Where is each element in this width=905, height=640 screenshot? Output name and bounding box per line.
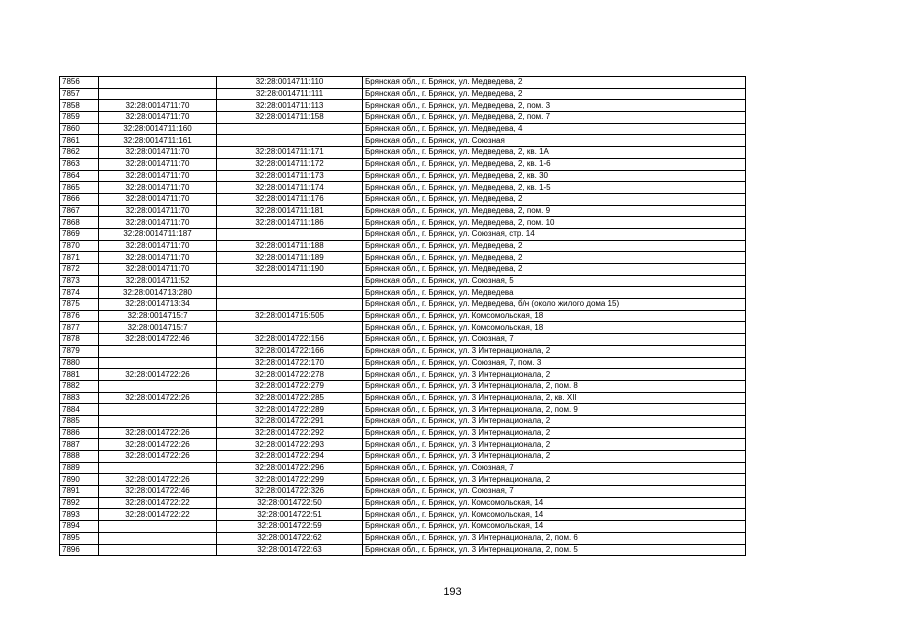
parent-cadastral-number-cell: 32:28:0014711:70 bbox=[99, 193, 217, 205]
parent-cadastral-number-cell: 32:28:0014715:7 bbox=[99, 310, 217, 322]
cadastral-number-cell: 32:28:0014722:293 bbox=[217, 439, 363, 451]
parent-cadastral-number-cell: 32:28:0014711:70 bbox=[99, 158, 217, 170]
parent-cadastral-number-cell: 32:28:0014711:187 bbox=[99, 228, 217, 240]
address-cell: Брянская обл., г. Брянск, ул. 3 Интернационала, 2 bbox=[363, 369, 746, 381]
row-number-cell: 7882 bbox=[60, 380, 99, 392]
address-cell: Брянская обл., г. Брянск, ул. Медведева, 2 bbox=[363, 88, 746, 100]
row-number-cell: 7890 bbox=[60, 474, 99, 486]
row-number-cell: 7885 bbox=[60, 415, 99, 427]
parent-cadastral-number-cell: 32:28:0014722:46 bbox=[99, 334, 217, 346]
address-cell: Брянская обл., г. Брянск, ул. Медведева, 2, кв. 30 bbox=[363, 170, 746, 182]
table-row bbox=[60, 193, 746, 205]
address-cell: Брянская обл., г. Брянск, ул. 3 Интернационала, 2 bbox=[363, 474, 746, 486]
address-cell: Брянская обл., г. Брянск, ул. Медведева, 2, кв. 1-5 bbox=[363, 182, 746, 194]
cadastral-number-cell: 32:28:0014711:181 bbox=[217, 205, 363, 217]
address-cell: Брянская обл., г. Брянск, ул. 3 Интернационала, 2 bbox=[363, 451, 746, 463]
parent-cadastral-number-cell: 32:28:0014715:7 bbox=[99, 322, 217, 334]
table-row bbox=[60, 228, 746, 240]
row-number-cell: 7891 bbox=[60, 486, 99, 498]
row-number-cell: 7893 bbox=[60, 509, 99, 521]
cadastral-number-cell: 32:28:0014722:289 bbox=[217, 404, 363, 416]
row-number-cell: 7873 bbox=[60, 275, 99, 287]
parent-cadastral-number-cell: 32:28:0014722:26 bbox=[99, 392, 217, 404]
cadastral-number-cell: 32:28:0014711:110 bbox=[217, 77, 363, 89]
cadastral-register-table bbox=[59, 76, 746, 556]
address-cell: Брянская обл., г. Брянск, ул. Медведева, 2 bbox=[363, 264, 746, 276]
address-cell: Брянская обл., г. Брянск, ул. Комсомольская, 14 bbox=[363, 509, 746, 521]
cadastral-number-cell: 32:28:0014711:111 bbox=[217, 88, 363, 100]
table-row bbox=[60, 404, 746, 416]
parent-cadastral-number-cell bbox=[99, 532, 217, 544]
row-number-cell: 7876 bbox=[60, 310, 99, 322]
parent-cadastral-number-cell: 32:28:0014711:70 bbox=[99, 252, 217, 264]
cadastral-number-cell bbox=[217, 322, 363, 334]
table-row bbox=[60, 334, 746, 346]
table-row bbox=[60, 205, 746, 217]
row-number-cell: 7868 bbox=[60, 217, 99, 229]
row-number-cell: 7867 bbox=[60, 205, 99, 217]
address-cell: Брянская обл., г. Брянск, ул. Медведева, 2, пом. 7 bbox=[363, 112, 746, 124]
cadastral-number-cell: 32:28:0014722:299 bbox=[217, 474, 363, 486]
row-number-cell: 7861 bbox=[60, 135, 99, 147]
row-number-cell: 7877 bbox=[60, 322, 99, 334]
table-row bbox=[60, 158, 746, 170]
row-number-cell: 7895 bbox=[60, 532, 99, 544]
cadastral-number-cell: 32:28:0014722:292 bbox=[217, 427, 363, 439]
address-cell: Брянская обл., г. Брянск, ул. Союзная, стр. 14 bbox=[363, 228, 746, 240]
table-row bbox=[60, 170, 746, 182]
row-number-cell: 7887 bbox=[60, 439, 99, 451]
cadastral-number-cell bbox=[217, 228, 363, 240]
parent-cadastral-number-cell: 32:28:0014711:70 bbox=[99, 217, 217, 229]
table-row bbox=[60, 345, 746, 357]
address-cell: Брянская обл., г. Брянск, ул. Медведева bbox=[363, 287, 746, 299]
table-row bbox=[60, 88, 746, 100]
parent-cadastral-number-cell: 32:28:0014711:160 bbox=[99, 123, 217, 135]
table-row bbox=[60, 310, 746, 322]
address-cell: Брянская обл., г. Брянск, ул. Медведева, 4 bbox=[363, 123, 746, 135]
parent-cadastral-number-cell bbox=[99, 357, 217, 369]
cadastral-number-cell: 32:28:0014722:291 bbox=[217, 415, 363, 427]
row-number-cell: 7856 bbox=[60, 77, 99, 89]
table-row bbox=[60, 439, 746, 451]
row-number-cell: 7866 bbox=[60, 193, 99, 205]
parent-cadastral-number-cell bbox=[99, 544, 217, 556]
row-number-cell: 7860 bbox=[60, 123, 99, 135]
address-cell: Брянская обл., г. Брянск, ул. 3 Интернационала, 2 bbox=[363, 345, 746, 357]
row-number-cell: 7883 bbox=[60, 392, 99, 404]
address-cell: Брянская обл., г. Брянск, ул. Медведева, 2 bbox=[363, 193, 746, 205]
address-cell: Брянская обл., г. Брянск, ул. 3 Интернационала, 2, пом. 9 bbox=[363, 404, 746, 416]
parent-cadastral-number-cell: 32:28:0014722:26 bbox=[99, 474, 217, 486]
row-number-cell: 7886 bbox=[60, 427, 99, 439]
cadastral-number-cell: 32:28:0014722:326 bbox=[217, 486, 363, 498]
parent-cadastral-number-cell: 32:28:0014722:46 bbox=[99, 486, 217, 498]
address-cell: Брянская обл., г. Брянск, ул. Медведева, 2 bbox=[363, 252, 746, 264]
row-number-cell: 7863 bbox=[60, 158, 99, 170]
row-number-cell: 7884 bbox=[60, 404, 99, 416]
address-cell: Брянская обл., г. Брянск, ул. Медведева, 2, пом. 9 bbox=[363, 205, 746, 217]
cadastral-number-cell bbox=[217, 275, 363, 287]
table-row bbox=[60, 509, 746, 521]
row-number-cell: 7869 bbox=[60, 228, 99, 240]
address-cell: Брянская обл., г. Брянск, ул. Союзная bbox=[363, 135, 746, 147]
parent-cadastral-number-cell: 32:28:0014711:70 bbox=[99, 182, 217, 194]
cadastral-number-cell bbox=[217, 135, 363, 147]
row-number-cell: 7878 bbox=[60, 334, 99, 346]
address-cell: Брянская обл., г. Брянск, ул. Медведева, 2, кв. 1-6 bbox=[363, 158, 746, 170]
table-row bbox=[60, 123, 746, 135]
cadastral-number-cell: 32:28:0014711:173 bbox=[217, 170, 363, 182]
row-number-cell: 7880 bbox=[60, 357, 99, 369]
cadastral-number-cell: 32:28:0014722:285 bbox=[217, 392, 363, 404]
cadastral-number-cell: 32:28:0014722:156 bbox=[217, 334, 363, 346]
row-number-cell: 7881 bbox=[60, 369, 99, 381]
table-row bbox=[60, 147, 746, 159]
table-row bbox=[60, 287, 746, 299]
address-cell: Брянская обл., г. Брянск, ул. 3 Интернационала, 2, пом. 8 bbox=[363, 380, 746, 392]
address-cell: Брянская обл., г. Брянск, ул. 3 Интернационала, 2, кв. XII bbox=[363, 392, 746, 404]
table-row bbox=[60, 264, 746, 276]
table-row bbox=[60, 486, 746, 498]
parent-cadastral-number-cell: 32:28:0014722:26 bbox=[99, 451, 217, 463]
parent-cadastral-number-cell: 32:28:0014711:70 bbox=[99, 264, 217, 276]
parent-cadastral-number-cell bbox=[99, 77, 217, 89]
row-number-cell: 7865 bbox=[60, 182, 99, 194]
parent-cadastral-number-cell: 32:28:0014722:26 bbox=[99, 369, 217, 381]
table-row bbox=[60, 380, 746, 392]
table-row bbox=[60, 112, 746, 124]
table-row bbox=[60, 369, 746, 381]
page-number: 193 bbox=[443, 586, 462, 598]
cadastral-number-cell: 32:28:0014722:63 bbox=[217, 544, 363, 556]
cadastral-number-cell: 32:28:0014722:50 bbox=[217, 497, 363, 509]
cadastral-number-cell: 32:28:0014722:51 bbox=[217, 509, 363, 521]
parent-cadastral-number-cell: 32:28:0014711:70 bbox=[99, 147, 217, 159]
address-cell: Брянская обл., г. Брянск, ул. Союзная, 7, пом. 3 bbox=[363, 357, 746, 369]
cadastral-number-cell: 32:28:0014711:158 bbox=[217, 112, 363, 124]
row-number-cell: 7879 bbox=[60, 345, 99, 357]
parent-cadastral-number-cell bbox=[99, 88, 217, 100]
cadastral-number-cell: 32:28:0014711:171 bbox=[217, 147, 363, 159]
address-cell: Брянская обл., г. Брянск, ул. 3 Интернационала, 2, пом. 5 bbox=[363, 544, 746, 556]
parent-cadastral-number-cell bbox=[99, 415, 217, 427]
row-number-cell: 7894 bbox=[60, 521, 99, 533]
address-cell: Брянская обл., г. Брянск, ул. Союзная, 5 bbox=[363, 275, 746, 287]
cadastral-number-cell: 32:28:0014722:294 bbox=[217, 451, 363, 463]
address-cell: Брянская обл., г. Брянск, ул. 3 Интернационала, 2 bbox=[363, 439, 746, 451]
address-cell: Брянская обл., г. Брянск, ул. 3 Интернационала, 2 bbox=[363, 427, 746, 439]
parent-cadastral-number-cell: 32:28:0014722:26 bbox=[99, 427, 217, 439]
cadastral-number-cell bbox=[217, 299, 363, 311]
parent-cadastral-number-cell bbox=[99, 462, 217, 474]
parent-cadastral-number-cell: 32:28:0014711:70 bbox=[99, 170, 217, 182]
cadastral-number-cell: 32:28:0014722:62 bbox=[217, 532, 363, 544]
cadastral-number-cell: 32:28:0014711:176 bbox=[217, 193, 363, 205]
row-number-cell: 7875 bbox=[60, 299, 99, 311]
parent-cadastral-number-cell: 32:28:0014711:70 bbox=[99, 240, 217, 252]
table-row bbox=[60, 135, 746, 147]
parent-cadastral-number-cell: 32:28:0014711:70 bbox=[99, 112, 217, 124]
table-row bbox=[60, 77, 746, 89]
parent-cadastral-number-cell bbox=[99, 345, 217, 357]
address-cell: Брянская обл., г. Брянск, ул. 3 Интернационала, 2 bbox=[363, 415, 746, 427]
row-number-cell: 7864 bbox=[60, 170, 99, 182]
parent-cadastral-number-cell: 32:28:0014722:26 bbox=[99, 439, 217, 451]
table-row bbox=[60, 415, 746, 427]
table-row bbox=[60, 182, 746, 194]
table-row bbox=[60, 357, 746, 369]
cadastral-number-cell bbox=[217, 287, 363, 299]
cadastral-number-cell: 32:28:0014722:279 bbox=[217, 380, 363, 392]
parent-cadastral-number-cell: 32:28:0014711:52 bbox=[99, 275, 217, 287]
row-number-cell: 7874 bbox=[60, 287, 99, 299]
address-cell: Брянская обл., г. Брянск, ул. Союзная, 7 bbox=[363, 334, 746, 346]
table-row bbox=[60, 392, 746, 404]
register-table-body bbox=[60, 77, 746, 556]
table-row bbox=[60, 521, 746, 533]
cadastral-number-cell: 32:28:0014722:170 bbox=[217, 357, 363, 369]
cadastral-number-cell: 32:28:0014711:113 bbox=[217, 100, 363, 112]
address-cell: Брянская обл., г. Брянск, ул. Медведева, 2, кв. 1А bbox=[363, 147, 746, 159]
table-row bbox=[60, 299, 746, 311]
table-row bbox=[60, 474, 746, 486]
parent-cadastral-number-cell bbox=[99, 380, 217, 392]
address-cell: Брянская обл., г. Брянск, ул. 3 Интернационала, 2, пом. 6 bbox=[363, 532, 746, 544]
parent-cadastral-number-cell: 32:28:0014722:22 bbox=[99, 497, 217, 509]
row-number-cell: 7871 bbox=[60, 252, 99, 264]
parent-cadastral-number-cell: 32:28:0014711:70 bbox=[99, 205, 217, 217]
address-cell: Брянская обл., г. Брянск, ул. Комсомольская, 14 bbox=[363, 497, 746, 509]
table-row bbox=[60, 532, 746, 544]
cadastral-number-cell: 32:28:0014711:174 bbox=[217, 182, 363, 194]
address-cell: Брянская обл., г. Брянск, ул. Медведева, б/н (около жилого дома 15) bbox=[363, 299, 746, 311]
cadastral-number-cell: 32:28:0014711:188 bbox=[217, 240, 363, 252]
table-row bbox=[60, 217, 746, 229]
row-number-cell: 7858 bbox=[60, 100, 99, 112]
table-row bbox=[60, 427, 746, 439]
parent-cadastral-number-cell: 32:28:0014711:70 bbox=[99, 100, 217, 112]
row-number-cell: 7857 bbox=[60, 88, 99, 100]
row-number-cell: 7889 bbox=[60, 462, 99, 474]
row-number-cell: 7892 bbox=[60, 497, 99, 509]
address-cell: Брянская обл., г. Брянск, ул. Медведева, 2 bbox=[363, 240, 746, 252]
cadastral-number-cell: 32:28:0014711:190 bbox=[217, 264, 363, 276]
parent-cadastral-number-cell bbox=[99, 404, 217, 416]
cadastral-number-cell bbox=[217, 123, 363, 135]
row-number-cell: 7870 bbox=[60, 240, 99, 252]
address-cell: Брянская обл., г. Брянск, ул. Комсомольская, 18 bbox=[363, 322, 746, 334]
parent-cadastral-number-cell bbox=[99, 521, 217, 533]
table-row bbox=[60, 275, 746, 287]
table-row bbox=[60, 451, 746, 463]
cadastral-number-cell: 32:28:0014711:186 bbox=[217, 217, 363, 229]
address-cell: Брянская обл., г. Брянск, ул. Комсомольская, 18 bbox=[363, 310, 746, 322]
table-row bbox=[60, 544, 746, 556]
cadastral-number-cell: 32:28:0014722:278 bbox=[217, 369, 363, 381]
cadastral-number-cell: 32:28:0014722:296 bbox=[217, 462, 363, 474]
row-number-cell: 7862 bbox=[60, 147, 99, 159]
address-cell: Брянская обл., г. Брянск, ул. Союзная, 7 bbox=[363, 486, 746, 498]
parent-cadastral-number-cell: 32:28:0014713:34 bbox=[99, 299, 217, 311]
row-number-cell: 7859 bbox=[60, 112, 99, 124]
cadastral-number-cell: 32:28:0014711:172 bbox=[217, 158, 363, 170]
cadastral-number-cell: 32:28:0014722:59 bbox=[217, 521, 363, 533]
address-cell: Брянская обл., г. Брянск, ул. Медведева, 2 bbox=[363, 77, 746, 89]
table-row bbox=[60, 462, 746, 474]
cadastral-number-cell: 32:28:0014715:505 bbox=[217, 310, 363, 322]
row-number-cell: 7888 bbox=[60, 451, 99, 463]
address-cell: Брянская обл., г. Брянск, ул. Медведева, 2, пом. 3 bbox=[363, 100, 746, 112]
parent-cadastral-number-cell: 32:28:0014711:161 bbox=[99, 135, 217, 147]
table-row bbox=[60, 322, 746, 334]
table-row bbox=[60, 100, 746, 112]
cadastral-number-cell: 32:28:0014711:189 bbox=[217, 252, 363, 264]
row-number-cell: 7896 bbox=[60, 544, 99, 556]
table-row bbox=[60, 497, 746, 509]
cadastral-number-cell: 32:28:0014722:166 bbox=[217, 345, 363, 357]
parent-cadastral-number-cell: 32:28:0014713:280 bbox=[99, 287, 217, 299]
address-cell: Брянская обл., г. Брянск, ул. Комсомольская, 14 bbox=[363, 521, 746, 533]
table-row bbox=[60, 240, 746, 252]
address-cell: Брянская обл., г. Брянск, ул. Медведева, 2, пом. 10 bbox=[363, 217, 746, 229]
table-row bbox=[60, 252, 746, 264]
parent-cadastral-number-cell: 32:28:0014722:22 bbox=[99, 509, 217, 521]
row-number-cell: 7872 bbox=[60, 264, 99, 276]
address-cell: Брянская обл., г. Брянск, ул. Союзная, 7 bbox=[363, 462, 746, 474]
